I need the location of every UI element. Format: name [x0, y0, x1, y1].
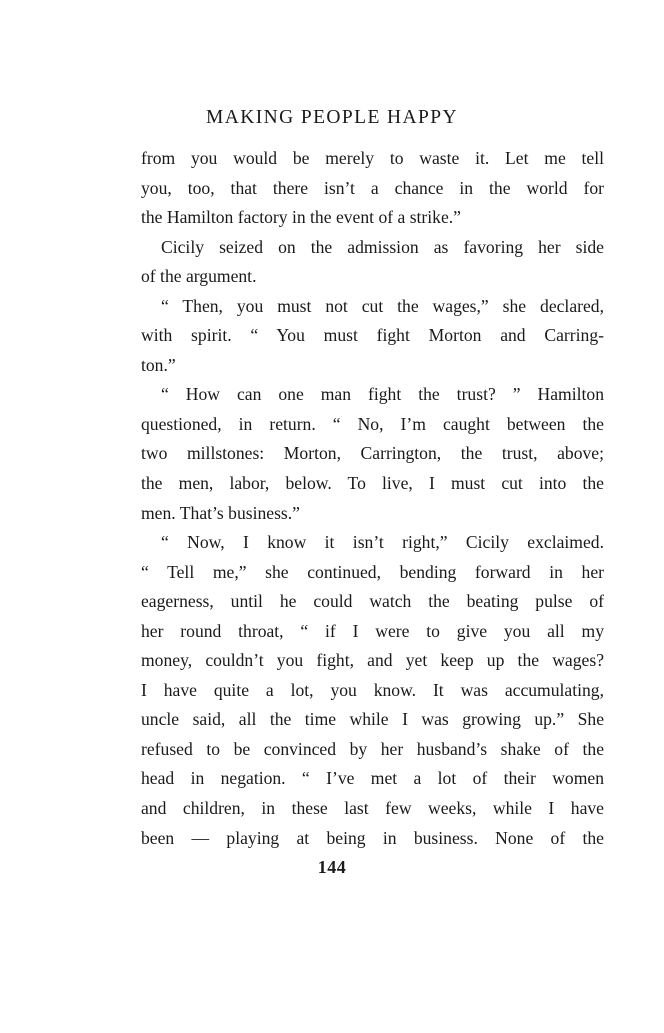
text-line: been — playing at being in business. None of the: [141, 827, 604, 848]
text-line: the Hamilton factory in the event of a strike.”: [141, 207, 461, 228]
text-line: from you would be merely to waste it. Let me tell: [141, 148, 604, 168]
text-line: uncle said, all the time while I was growing up.” She: [141, 709, 604, 730]
text-line: and children, in these last few weeks, while I have: [141, 798, 604, 819]
text-line: her round throat, “ if I were to give you all my: [141, 620, 604, 641]
text-line: “ Now, I know it isn’t right,” Cicily exclaimed.: [161, 532, 604, 553]
text-line: men. That’s business.”: [141, 502, 300, 523]
text-line: ton.”: [141, 354, 176, 375]
text-line: the men, labor, below. To live, I must cut into the: [141, 473, 604, 494]
text-line: I have quite a lot, you know. It was accumulating,: [141, 679, 604, 700]
text-line: “ Tell me,” she continued, bending forward in her: [141, 561, 604, 582]
text-line: two millstones: Morton, Carrington, the trust, above;: [141, 443, 604, 464]
text-line: Cicily seized on the admission as favoring her side: [161, 236, 604, 257]
text-line: of the argument.: [141, 266, 257, 287]
text-line: “ Then, you must not cut the wages,” she declared,: [161, 295, 604, 316]
page-number: 144: [317, 857, 347, 877]
text-line: refused to be convinced by her husband’s shake of the: [141, 738, 604, 759]
text-line: eagerness, until he could watch the beating pulse of: [141, 591, 604, 612]
text-line: head in negation. “ I’ve met a lot of their women: [141, 768, 604, 789]
body-text: [141, 144, 604, 853]
running-head: MAKING PEOPLE HAPPY: [206, 107, 458, 128]
text-line: money, couldn’t you fight, and yet keep up the wages?: [141, 650, 604, 671]
text-line: you, too, that there isn’t a chance in the world for: [141, 177, 604, 198]
text-line: questioned, in return. “ No, I’m caught between the: [141, 413, 604, 434]
text-line: with spirit. “ You must fight Morton and Carring-: [141, 325, 604, 346]
text-line: “ How can one man fight the trust? ” Hamilton: [161, 384, 604, 405]
